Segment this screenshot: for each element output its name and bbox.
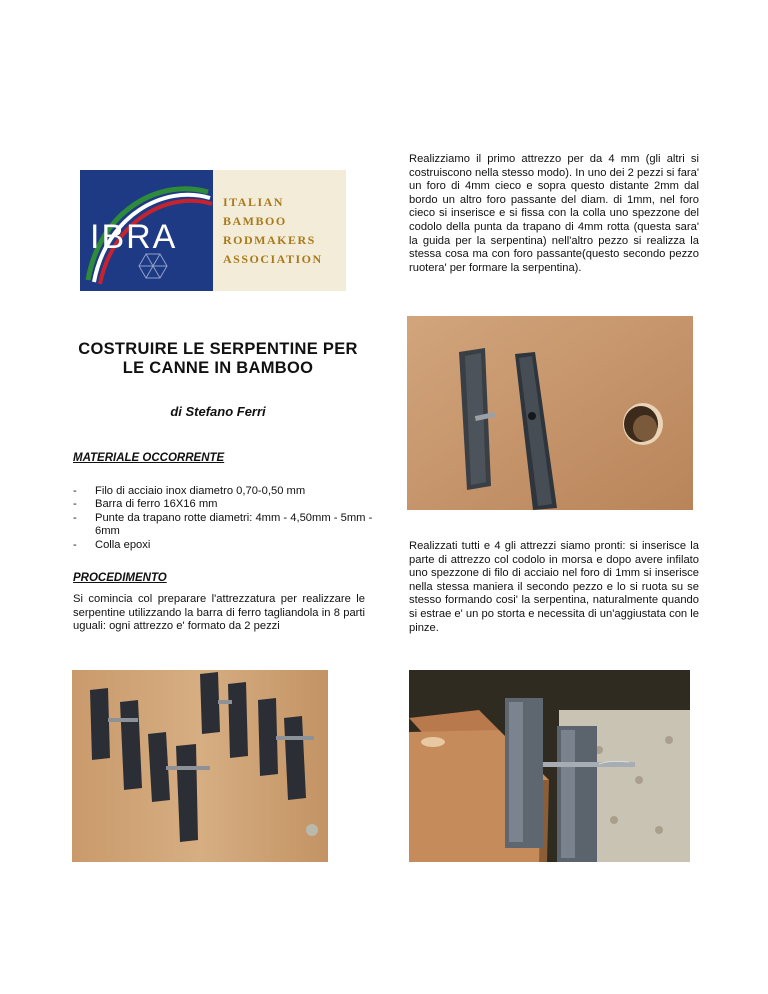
photo-tool-in-vise <box>409 670 690 862</box>
procedure-text: Si comincia col preparare l'attrezzatura per realizzare le serpentine utilizzando la barra di ferro tagliandola in 8 parti uguali: ogni attrezzo e' formato da 2 pezzi <box>73 593 365 633</box>
author-line: di Stefano Ferri <box>170 404 266 419</box>
photo-tool-pieces <box>407 316 693 510</box>
page-title: COSTRUIRE LE SERPENTINE PER LE CANNE IN BAMBOO <box>78 340 358 377</box>
logo-line-3: RODMAKERS <box>223 232 316 247</box>
list-item <box>73 485 373 498</box>
list-dash: - <box>73 498 77 511</box>
list-item <box>73 539 373 552</box>
photo-eight-pieces <box>72 670 328 862</box>
paragraph-first-tool: Realizziamo il primo attrezzo per da 4 mm (gli altri si costruiscono nella stesso modo). In uno dei 2 pezzi si fara' un foro di 4mm cieco e sopra questo distante 2mm dal bordo un altro foro passante del diam. di 1mm, nel foro cieco si inserisce e si fissa con la colla uno spezzone del codolo della punta da trapano di 4mm rotta (questa sara' la guida per la serpentina) nell'altro pezzo si realizza la stessa cosa ma con foro passante(questo secondo pezzo ruotera' per formare la serpentina). <box>409 153 699 274</box>
logo-blue-panel <box>80 170 213 291</box>
list-item <box>73 498 373 511</box>
logo-line-4: ASSOCIATION <box>223 251 323 266</box>
list-text: Barra di ferro 16X16 mm <box>95 498 218 511</box>
materials-list <box>73 485 373 552</box>
logo-line-2: BAMBOO <box>223 213 287 228</box>
list-text: Filo di acciaio inox diametro 0,70-0,50 mm <box>95 485 306 497</box>
logo-line-1: ITALIAN <box>223 194 284 209</box>
materials-heading: MATERIALE OCCORRENTE <box>73 452 225 464</box>
logo-text-panel <box>213 170 346 291</box>
list-text: Colla epoxi <box>95 538 151 551</box>
procedure-heading: PROCEDIMENTO <box>73 572 167 584</box>
ibra-logo <box>80 170 346 291</box>
paragraph-ready-tools: Realizzati tutti e 4 gli attrezzi siamo pronti: si inserisce la parte di attrezzo col codolo in morsa e dopo avere infilato uno spezzone di filo di acciaio nel foro di 1mm si inserisce nella stessa maniera il secondo pezzo e lo si ruota su se stesso formando cosi' la serpentina, naturalmente quando si estrae e' un po storta e necessita di un'aggiustata con le pinze. <box>409 540 699 634</box>
list-dash: - <box>73 538 77 551</box>
list-text: Punte da trapano rotte diametri: 4mm - 4,50mm - 5mm - 6mm <box>95 511 373 538</box>
list-item <box>73 512 373 539</box>
list-dash: - <box>73 511 77 524</box>
list-dash: - <box>73 485 77 497</box>
logo-acronym: IBRA <box>90 218 178 256</box>
